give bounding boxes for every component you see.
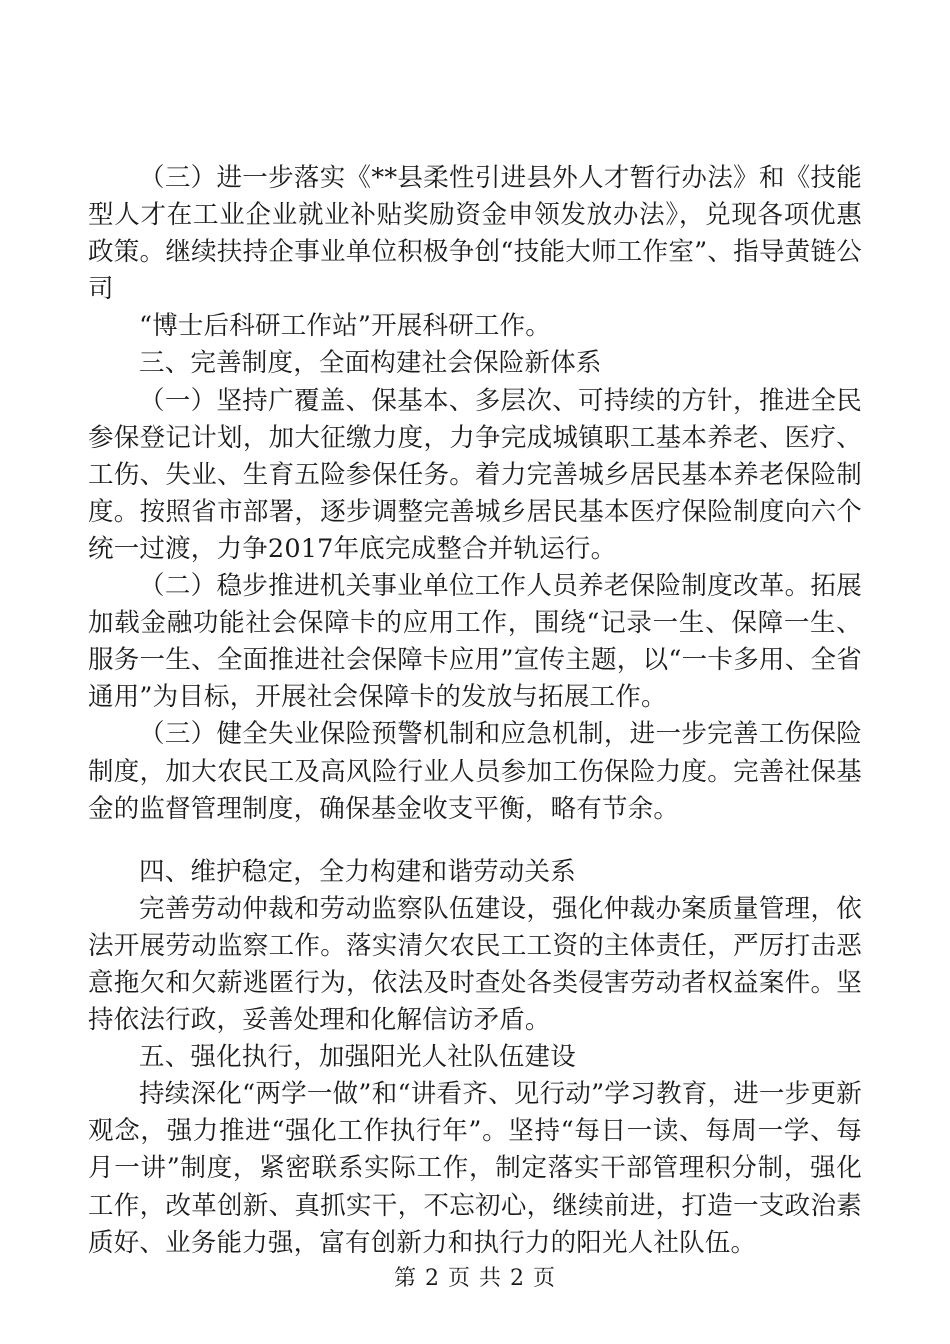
- paragraph-3-2: （二）稳步推进机关事业单位工作人员养老保险制度改革。拓展加载金融功能社会保障卡的应用工作，围绕“记录一生、保障一生、服务一生、全面推进社会保障卡应用”宣传主题，以“一卡多用、全省通用”为目标，开展社会保障卡的发放与拓展工作。: [88, 571, 862, 713]
- paragraph-4-1: 完善劳动仲裁和劳动监察队伍建设，强化仲裁办案质量管理，依法开展劳动监察工作。落实清欠农民工工资的主体责任，严厉打击恶意拖欠和欠薪逃匿行为，依法及时查处各类侵害劳动者权益案件。坚持依法行政，妥善处理和化解信访矛盾。: [88, 893, 862, 1036]
- paragraph-3-3: （三）健全失业保险预警机制和应急机制，进一步完善工伤保险制度，加大农民工及高风险行业人员参加工伤保险力度。完善社保基金的监督管理制度，确保基金收支平衡，略有节余。: [88, 719, 862, 824]
- paragraph-spacer: [88, 828, 862, 854]
- section-heading-3: 三、完善制度，全面构建社会保险新体系: [139, 348, 602, 379]
- paragraph-2: “博士后科研工作站”开展科研工作。: [139, 311, 551, 342]
- paragraph-3-1: （一）坚持广覆盖、保基本、多层次、可持续的方针，推进全民参保登记计划，加大征缴力度，力争完成城镇职工基本养老、医疗、工伤、失业、生育五险参保任务。着力完善城乡居民基本养老保险制度。按照省市部署，逐步调整完善城乡居民基本医疗保险制度向六个统一过渡，力争2017年底完成整合并轨运行。: [88, 385, 862, 564]
- page-footer: 第 2 页 共 2 页: [394, 1266, 556, 1291]
- document-body: [88, 160, 862, 1262]
- section-heading-4: 四、维护稳定，全力构建和谐劳动关系: [139, 856, 576, 887]
- section-heading-5: 五、强化执行，加强阳光人社队伍建设: [139, 1042, 576, 1073]
- paragraph-5-1: 持续深化“两学一做”和“讲看齐、见行动”学习教育，进一步更新观念，强力推进“强化工作执行年”。坚持“每日一读、每周一学、每月一讲”制度，紧密联系实际工作，制定落实干部管理积分制，强化工作，改革创新、真抓实干，不忘初心，继续前进，打造一支政治素质好、业务能力强，富有创新力和执行力的阳光人社队伍。: [88, 1079, 862, 1258]
- paragraph-1: （三）进一步落实《**县柔性引进县外人才暂行办法》和《技能型人才在工业企业就业补贴奖励资金申领发放办法》，兑现各项优惠政策。继续扶持企事业单位积极争创“技能大师工作室”、指导黄链公司: [88, 163, 862, 305]
